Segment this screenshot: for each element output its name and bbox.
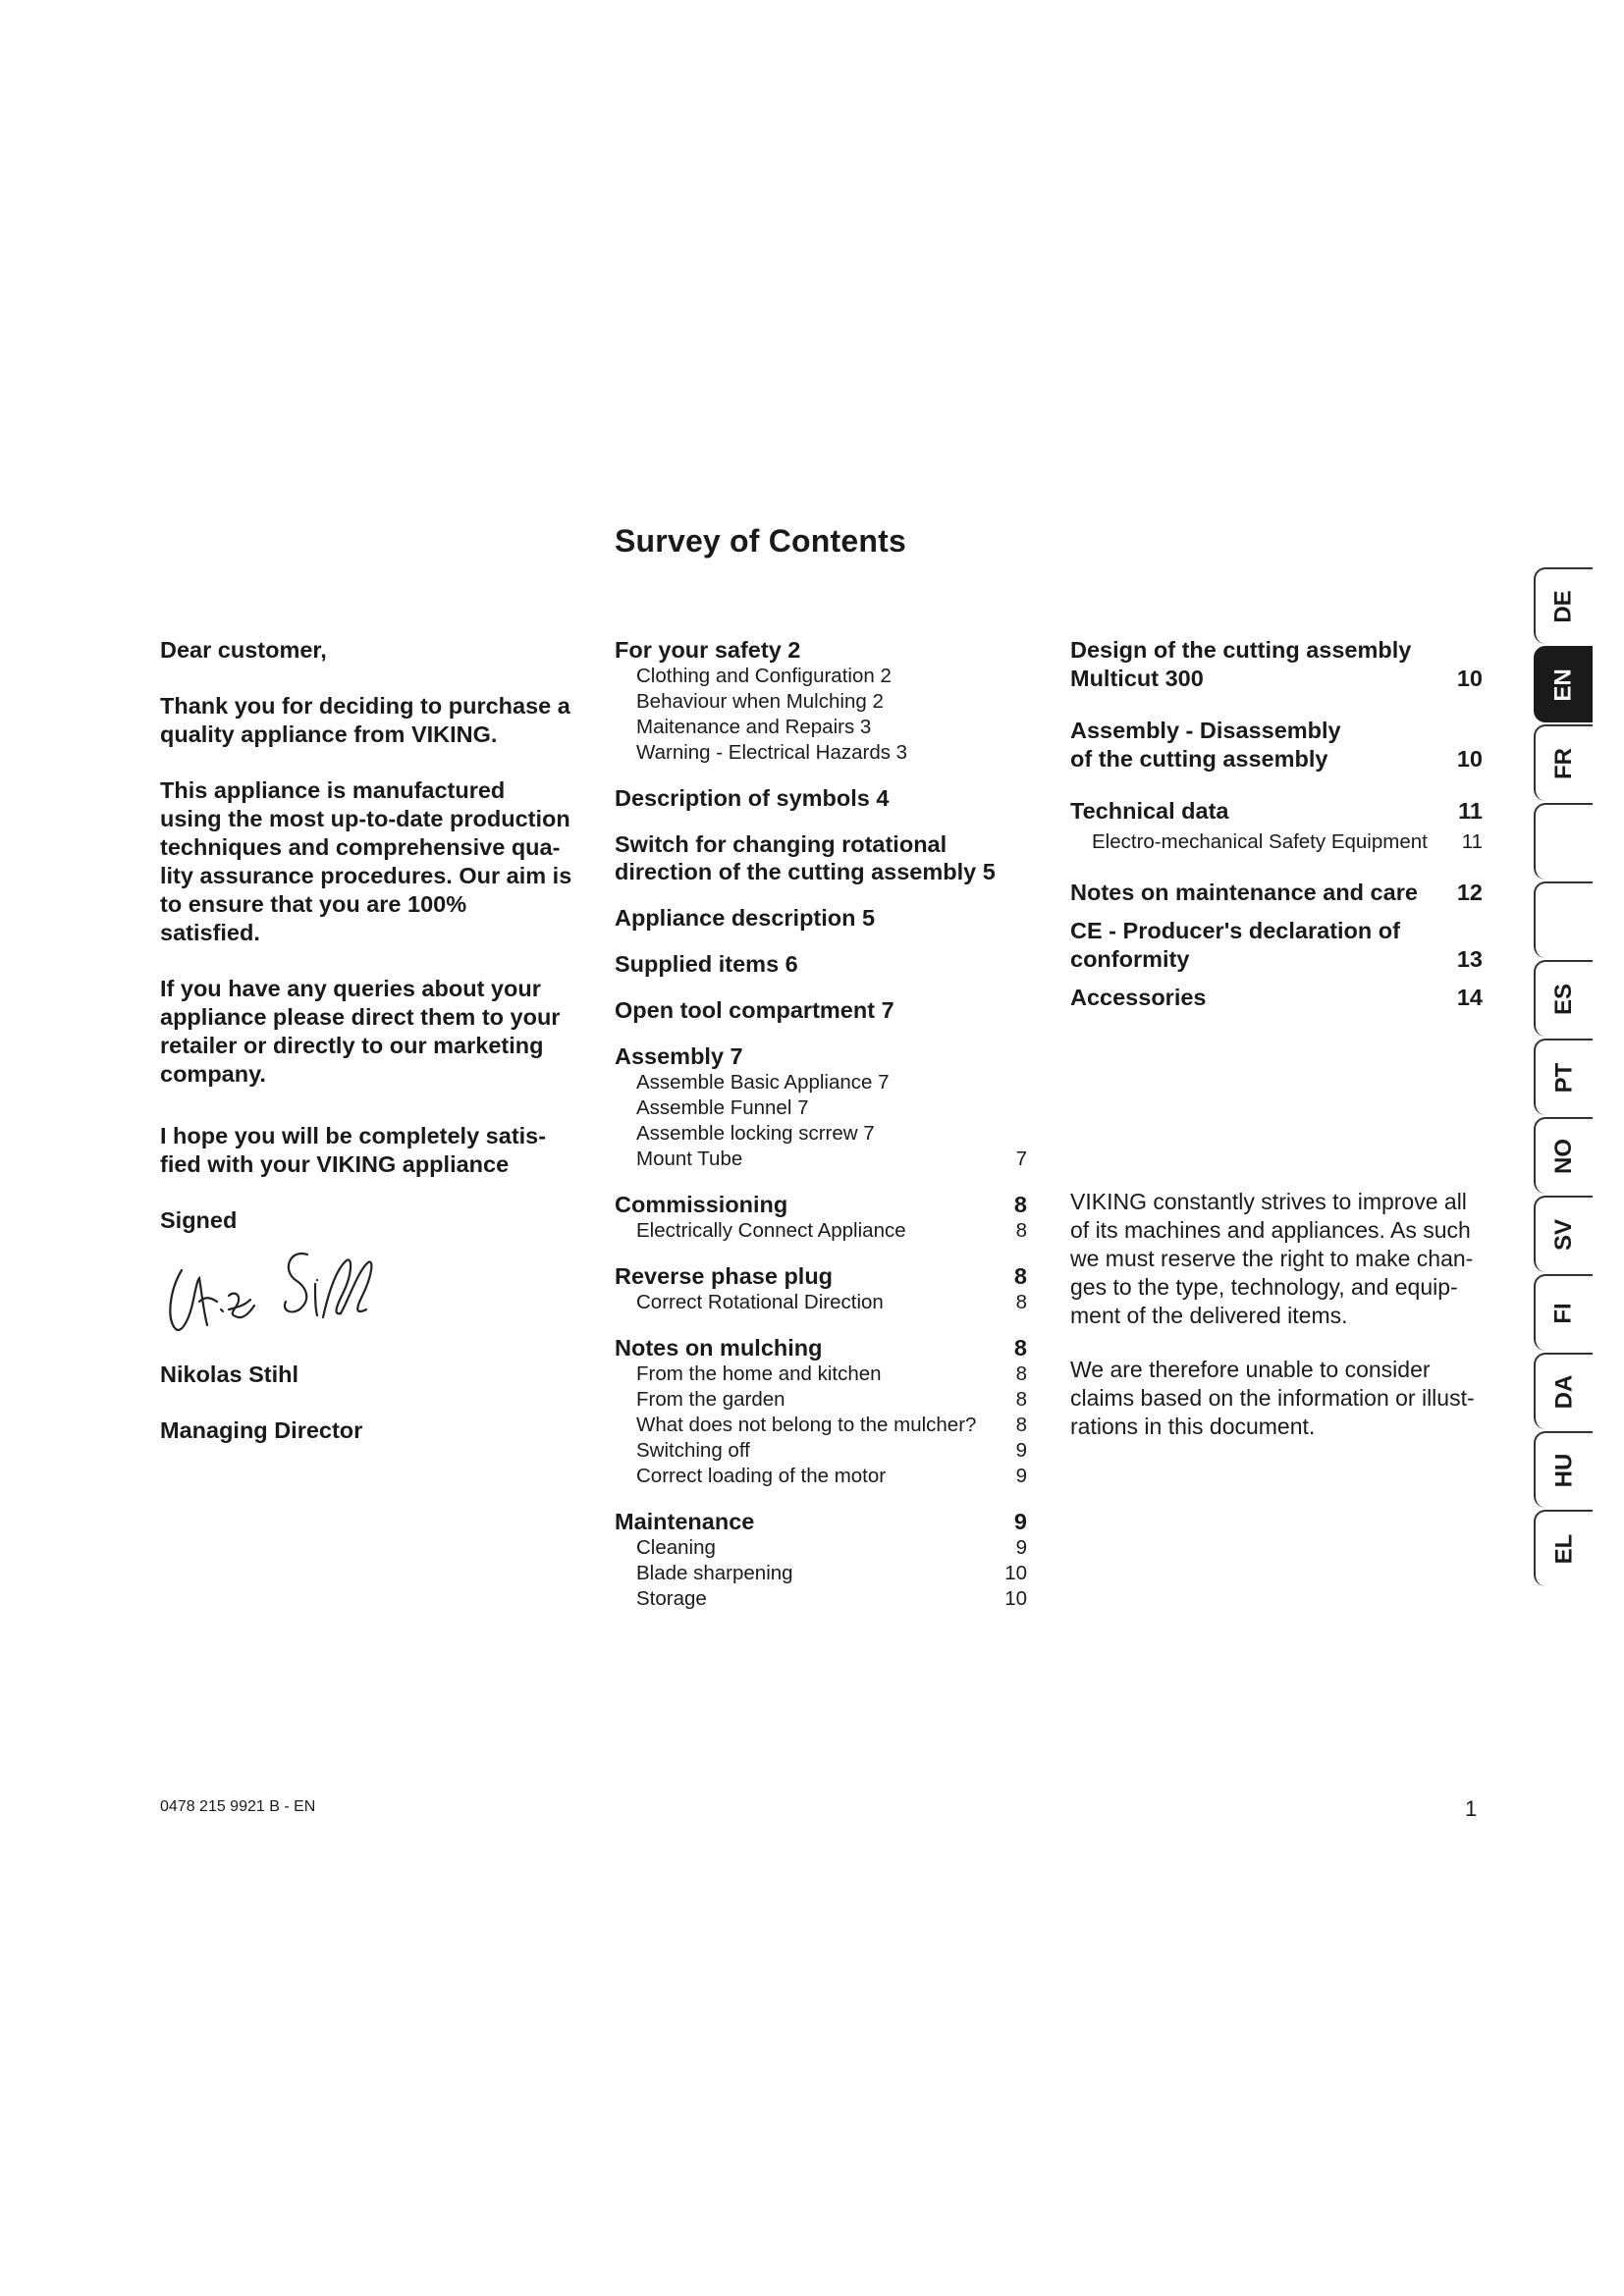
toc-entry-accessories[interactable]: Accessories 14: [1070, 985, 1483, 1010]
language-tab-label: DE: [1550, 590, 1577, 623]
toc-subentry-text: Clothing and Configuration 2: [636, 665, 892, 687]
language-tab[interactable]: [1534, 1353, 1593, 1429]
toc-heading-text: Maintenance: [615, 1509, 755, 1534]
language-tab-label: PT: [1549, 1062, 1577, 1094]
toc-subentry-page: [998, 1095, 1027, 1121]
toc-heading-text: Description of symbols 4: [615, 785, 890, 811]
toc-heading[interactable]: [615, 950, 1027, 978]
toc-subentry[interactable]: [615, 689, 1027, 715]
toc-subentry-page: [998, 664, 1027, 689]
toc-heading[interactable]: [615, 1508, 1027, 1535]
toc-heading[interactable]: [615, 1042, 1027, 1070]
toc-section: [615, 784, 1027, 812]
language-tab-label: EN: [1550, 668, 1577, 702]
toc-heading-page: 9: [1013, 1509, 1027, 1534]
toc-entry-maintenance-notes[interactable]: Notes on maintenance and care 12: [1070, 880, 1483, 905]
toc-subentry[interactable]: [615, 1290, 1027, 1315]
toc-subentry-page: [998, 740, 1027, 766]
letter-paragraph-1: Thank you for deciding to purchase a quality appliance from VIKING.: [160, 693, 570, 747]
toc-subentry-safety-equipment[interactable]: Electro-mechanical Safety Equipment 11: [1092, 830, 1483, 853]
toc-entry-design[interactable]: Design of the cutting assembly Multicut 300 10: [1070, 637, 1483, 691]
toc-subentry[interactable]: [615, 1095, 1027, 1121]
toc-section: [615, 904, 1027, 932]
toc-subentry-page: 8: [1015, 1291, 1027, 1313]
language-tab[interactable]: [1534, 1117, 1593, 1194]
letter-paragraph-2: This appliance is manufactured using the most up-to-date production techniques and comprehensive qua-lity assurance procedures. Our aim is to ensure that you are 100% satisfied.: [160, 777, 572, 945]
toc-heading[interactable]: [615, 1334, 1027, 1362]
toc-heading-page: [998, 784, 1027, 812]
letter-paragraph-3: If you have any queries about your appliance please direct them to your retailer or directly to our marketing company.: [160, 976, 561, 1087]
language-tab-label: HU: [1549, 1453, 1577, 1488]
toc-entry-ce-declaration[interactable]: CE - Producer's declaration of conformity 13: [1070, 918, 1483, 972]
language-tab-label: FR: [1550, 748, 1577, 779]
toc-subentry[interactable]: [615, 1121, 1027, 1147]
toc-subentry[interactable]: [615, 1218, 1027, 1244]
toc-heading-text: Notes on mulching: [615, 1335, 823, 1361]
signer-name: Nikolas Stihl: [160, 1362, 299, 1387]
toc-subentry-page: 8: [1015, 1414, 1027, 1436]
toc-subentry[interactable]: [615, 1535, 1027, 1561]
toc-heading-page: [998, 830, 1027, 885]
toc-entry-page: 14: [1456, 985, 1483, 1010]
toc-subentry[interactable]: [615, 1387, 1027, 1413]
toc-subentry-text: Assemble Basic Appliance 7: [636, 1071, 890, 1094]
language-tab[interactable]: [1534, 1274, 1593, 1351]
toc-entry-page: 10: [1456, 746, 1483, 772]
letter-signed: Signed: [160, 1207, 238, 1233]
toc-heading[interactable]: [615, 636, 1027, 664]
toc-section: [615, 1042, 1027, 1172]
language-tab-label: ES: [1549, 983, 1577, 1016]
toc-heading-page: [998, 904, 1027, 932]
toc-subentry-page: 9: [1015, 1536, 1027, 1559]
toc-subentry-text: Behaviour when Mulching 2: [636, 690, 884, 713]
language-tab[interactable]: [1534, 1039, 1593, 1115]
toc-heading-text: Reverse phase plug: [615, 1263, 834, 1289]
toc-subentry[interactable]: [615, 715, 1027, 740]
toc-heading-page: 8: [1013, 1335, 1027, 1361]
toc-heading-page: [998, 636, 1027, 664]
toc-heading-page: 8: [1013, 1263, 1027, 1289]
language-tab[interactable]: [1534, 1431, 1593, 1508]
language-tabs: [1534, 567, 1593, 1588]
toc-subentry-text: Correct Rotational Direction: [636, 1291, 884, 1313]
language-tab[interactable]: [1534, 724, 1593, 801]
signature: [160, 1241, 386, 1349]
toc-subentry-text: From the garden: [636, 1388, 785, 1411]
language-tab-label: DA: [1549, 1374, 1577, 1410]
toc-subentry-page: [998, 1121, 1027, 1147]
signer-role: Managing Director: [160, 1417, 363, 1443]
toc-subentry-page: 8: [1015, 1362, 1027, 1385]
toc-subentry-text: What does not belong to the mulcher?: [636, 1414, 977, 1436]
toc-entry-page: 11: [1458, 798, 1483, 824]
toc-subentry-text: Electrically Connect Appliance: [636, 1219, 906, 1242]
toc-subentry[interactable]: [615, 1438, 1027, 1464]
toc-entry-technical-data[interactable]: Technical data 11: [1070, 798, 1483, 824]
toc-subentry[interactable]: [615, 1413, 1027, 1438]
language-tab[interactable]: [1534, 960, 1593, 1037]
toc-subentry-text: Correct loading of the motor: [636, 1465, 887, 1487]
toc-subentry-page: 7: [1015, 1148, 1027, 1170]
toc-entry-page: 13: [1456, 946, 1483, 972]
toc-subentry-page: 10: [1004, 1587, 1027, 1610]
toc-subentry-text: Mount Tube: [636, 1148, 743, 1170]
toc-heading-text: Open tool compartment 7: [615, 997, 894, 1023]
letter-paragraph-4: I hope you will be completely satis-fied with your VIKING appliance: [160, 1123, 547, 1177]
toc-subentry[interactable]: [615, 1561, 1027, 1586]
toc-section: [615, 1191, 1027, 1244]
toc-heading-text: For your safety 2: [615, 637, 801, 663]
toc-subentry-text: Assemble locking scrrew 7: [636, 1122, 875, 1145]
toc-subentry-page: 8: [1015, 1388, 1027, 1411]
notice-paragraph-2: We are therefore unable to consider claims based on the information or illust-rations in this document.: [1070, 1357, 1475, 1439]
toc-heading[interactable]: [615, 996, 1027, 1024]
notice-paragraph-1: VIKING constantly strives to improve all of its machines and appliances. As such we must reserve the right to make chan-ges to the type, technology, and equip-ment of the delivered items.: [1070, 1189, 1474, 1328]
toc-subentry-page: [998, 1070, 1027, 1095]
toc-subentry-page: 9: [1015, 1439, 1027, 1462]
toc-section: [615, 1334, 1027, 1489]
page-title: Survey of Contents: [615, 523, 906, 559]
toc-entry-assembly[interactable]: Assembly - Disassembly of the cutting assembly 10: [1070, 718, 1483, 772]
handwritten-signature-image: [160, 1241, 386, 1349]
toc-subentry[interactable]: [615, 1147, 1027, 1172]
toc-entry-page: 10: [1456, 666, 1483, 691]
language-tab[interactable]: [1534, 881, 1593, 958]
language-tab[interactable]: [1534, 803, 1593, 880]
toc-heading-page: [998, 996, 1027, 1024]
toc-subentry-text: Storage: [636, 1587, 707, 1610]
language-tab[interactable]: [1534, 646, 1593, 722]
toc-heading-page: [998, 950, 1027, 978]
toc-entry-page: 11: [1461, 830, 1483, 853]
toc-subentry-text: Warning - Electrical Hazards 3: [636, 741, 908, 764]
toc-subentry-text: Switching off: [636, 1439, 750, 1462]
document-code: 0478 215 9921 B - EN: [160, 1798, 316, 1815]
toc-subentry[interactable]: [615, 1586, 1027, 1612]
toc-entry-page: 12: [1456, 880, 1483, 905]
table-of-contents-continued: [1070, 636, 1483, 1036]
toc-heading[interactable]: [615, 1191, 1027, 1218]
toc-section: [615, 636, 1027, 766]
toc-heading[interactable]: [615, 904, 1027, 932]
toc-subentry[interactable]: [615, 664, 1027, 689]
toc-heading-text: Switch for changing rotational direction of the cutting assembly 5: [615, 831, 996, 884]
toc-heading-text: Supplied items 6: [615, 951, 798, 977]
toc-heading-text: Appliance description 5: [615, 905, 876, 931]
toc-subentry-text: Assemble Funnel 7: [636, 1096, 809, 1119]
toc-subentry[interactable]: [615, 1464, 1027, 1489]
toc-subentry-page: 8: [1015, 1219, 1027, 1242]
toc-heading-page: 8: [1013, 1192, 1027, 1217]
toc-subentry-text: From the home and kitchen: [636, 1362, 882, 1385]
toc-heading-text: Commissioning: [615, 1192, 788, 1217]
toc-subentry-text: Cleaning: [636, 1536, 716, 1559]
toc-section: [615, 1508, 1027, 1612]
table-of-contents: [615, 636, 1027, 1630]
toc-section: [615, 1262, 1027, 1315]
toc-heading-text: Assembly 7: [615, 1043, 743, 1069]
language-tab[interactable]: [1534, 1510, 1593, 1586]
language-tab[interactable]: [1534, 1196, 1593, 1272]
toc-subentry[interactable]: [615, 740, 1027, 766]
language-tab-label: EL: [1549, 1533, 1577, 1565]
language-tab-label: SV: [1549, 1218, 1577, 1252]
toc-subentry-page: [998, 715, 1027, 740]
toc-subentry[interactable]: [615, 1362, 1027, 1387]
toc-heading[interactable]: [615, 1262, 1027, 1290]
toc-heading[interactable]: [615, 784, 1027, 812]
toc-section: [615, 950, 1027, 978]
toc-section: [615, 996, 1027, 1024]
disclaimer-notice: [1070, 1188, 1483, 1467]
toc-heading[interactable]: [615, 830, 1027, 885]
customer-letter: [160, 636, 572, 1472]
toc-subentry-text: Blade sharpening: [636, 1562, 793, 1584]
toc-subentry-text: Maitenance and Repairs 3: [636, 716, 872, 738]
letter-greeting: Dear customer,: [160, 637, 327, 663]
toc-subentry-page: [998, 689, 1027, 715]
toc-section: [615, 830, 1027, 885]
language-tab[interactable]: [1534, 567, 1593, 644]
page-number: 1: [1465, 1796, 1478, 1821]
toc-subentry-page: 9: [1015, 1465, 1027, 1487]
toc-subentry-page: 10: [1004, 1562, 1027, 1584]
toc-subentry[interactable]: [615, 1070, 1027, 1095]
toc-heading-page: [998, 1042, 1027, 1070]
language-tab-label: NO: [1550, 1139, 1577, 1174]
language-tab-label: FI: [1549, 1303, 1577, 1324]
